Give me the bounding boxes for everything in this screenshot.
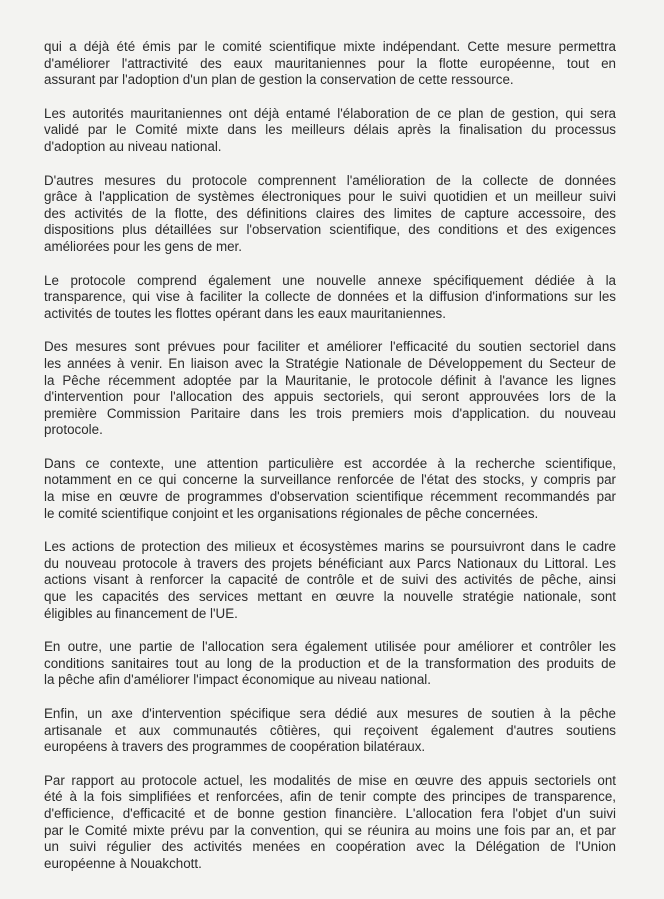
paragraph (44, 339, 616, 439)
text-line: d'améliorer l'attractivité des eaux mauritaniennes pour la flotte européenne, tout en (44, 55, 616, 71)
text-line: les années à venir. En liaison avec la Stratégie Nationale de Développement du Secteur de (44, 355, 616, 371)
paragraph (44, 539, 616, 622)
text-line: protocole. (44, 422, 103, 438)
paragraph (44, 273, 616, 323)
text-line: Dans ce contexte, une attention particulière est accordée à la recherche scientifique, (44, 455, 616, 471)
paragraph (44, 106, 616, 156)
text-line: artisanale et aux communautés côtières, qui reçoivent également d'autres soutiens (44, 722, 616, 738)
text-line: transparence, qui vise à faciliter la collecte de données et la diffusion d'informations sur les (44, 289, 616, 305)
text-line: Le protocole comprend également une nouvelle annexe spécifiquement dédiée à la (44, 272, 616, 288)
text-line: validé par le Comité mixte dans les meilleurs délais après la finalisation du processus (44, 122, 616, 138)
paragraph (44, 173, 616, 256)
text-line: la pêche afin d'améliorer l'impact économique au niveau national. (44, 672, 431, 688)
text-line: que les capacités des services mettant en œuvre la nouvelle stratégie nationale, sont (44, 589, 616, 605)
text-line: des activités de la flotte, des définitions claires des limites de capture accessoire, des (44, 205, 616, 221)
text-line: assurant par l'adoption d'un plan de gestion la conservation de cette ressource. (44, 72, 514, 88)
text-line: grâce à l'application de systèmes électroniques pour le suivi quotidien et un meilleur suivi (44, 189, 616, 205)
paragraph (44, 39, 616, 89)
text-line: d'intervention pour l'allocation des appuis sectoriels, qui seront approuvées lors de la (44, 389, 616, 405)
text-line: le comité scientifique conjoint et les organisations régionales de pêche concernées. (44, 505, 539, 521)
text-line: Par rapport au protocole actuel, les modalités de mise en œuvre des appuis sectoriels ont (44, 772, 616, 788)
document-page (44, 39, 616, 889)
text-line: éligibles au financement de l'UE. (44, 605, 238, 621)
text-line: Des mesures sont prévues pour faciliter et améliorer l'efficacité du soutien sectoriel dans (44, 339, 616, 355)
text-line: D'autres mesures du protocole comprennent l'amélioration de la collecte de données (44, 172, 616, 188)
text-line: dispositions plus détaillées sur l'observation scientifique, des conditions et des exigences (44, 222, 616, 238)
text-line: un suivi régulier des activités menées en coopération avec la Délégation de l'Union (44, 839, 616, 855)
text-line: Les actions de protection des milieux et écosystèmes marins se poursuivront dans le cadre (44, 539, 616, 555)
text-line: activités de toutes les flottes opérant dans les eaux mauritaniennes. (44, 305, 446, 321)
text-line: actions visant à renforcer la capacité de contrôle et de suivi des activités de pêche, ainsi (44, 572, 616, 588)
text-line: première Commission Paritaire dans les trois premiers mois d'application. du nouveau (44, 405, 616, 421)
text-line: améliorées pour les gens de mer. (44, 238, 242, 254)
paragraph (44, 639, 616, 689)
text-line: En outre, une partie de l'allocation sera également utilisée pour améliorer et contrôler les (44, 639, 616, 655)
text-line: par le Comité mixte prévu par la convention, qui se réunira au moins une fois par an, et par (44, 822, 616, 838)
text-line: du nouveau protocole à travers des projets bénéficiant aux Parcs Nationaux du Littoral. Les (44, 555, 616, 571)
paragraph (44, 706, 616, 756)
text-line: été à la fois simplifiées et renforcées, afin de tenir compte des principes de transparence, (44, 789, 616, 805)
paragraph (44, 456, 616, 522)
text-line: notamment en ce qui concerne la surveillance renforcée de l'état des stocks, y compris par (44, 472, 616, 488)
text-line: d'efficience, d'efficacité et de bonne gestion financière. L'allocation fera l'objet d'un suivi (44, 805, 616, 821)
text-line: conditions sanitaires tout au long de la production et de la transformation des produits de (44, 655, 616, 671)
text-line: européens à travers des programmes de coopération bilatéraux. (44, 739, 426, 755)
text-line: la Pêche récemment adoptée par la Mauritanie, le protocole définit à l'avance les lignes (44, 372, 616, 388)
text-line: Enfin, un axe d'intervention spécifique sera dédié aux mesures de soutien à la pêche (44, 706, 616, 721)
text-line: Les autorités mauritaniennes ont déjà entamé l'élaboration de ce plan de gestion, qui sera (44, 105, 616, 121)
text-line: européenne à Nouakchott. (44, 855, 202, 871)
text-line: d'adoption au niveau national. (44, 138, 222, 154)
paragraph (44, 773, 616, 873)
text-line: qui a déjà été émis par le comité scientifique mixte indépendant. Cette mesure permettra (44, 39, 616, 54)
text-line: la mise en œuvre de programmes d'observation scientifique récemment recommandés par (44, 489, 616, 505)
